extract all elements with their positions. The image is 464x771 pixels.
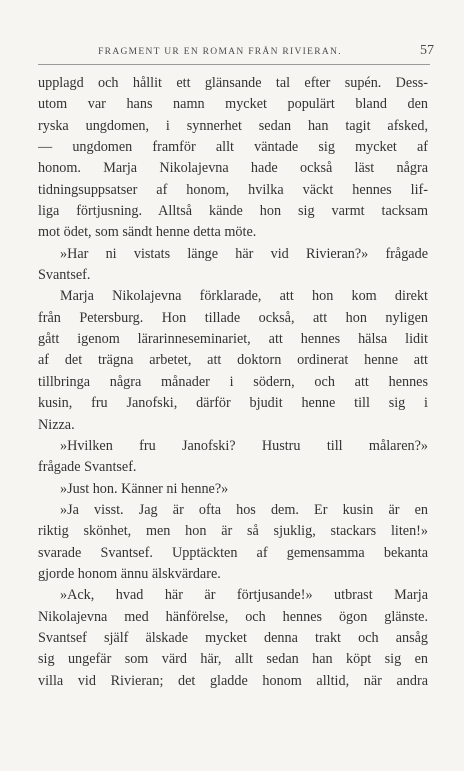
text-line: gått igenom lärarinneseminariet, att hennes hälsa lidit [38,331,428,348]
text-line: honom. Marja Nikolajevna hade också läst några [38,160,428,177]
text-line: Marja Nikolajevna förklarade, att hon kom direkt [60,288,428,305]
text-line: tillbringa några månader i södern, och att hennes [38,373,428,390]
text-line: riktig skönhet, men hon är så sjuklig, stackars liten!» [38,523,428,540]
text-line: »Hvilken fru Janofski? Hustru till målaren?» [60,437,428,454]
text-line: utom var hans namn mycket populärt bland den [38,96,428,113]
text-line: kusin, fru Janofski, därför bjudit henne till sig i [38,395,428,412]
text-line: »Har ni vistats länge här vid Rivieran?» frågade [60,245,428,262]
header-rule [38,64,430,65]
text-line: mot ödet, som sändt henne detta möte. [38,224,257,241]
text-line: ryska ungdomen, i synnerhet sedan han tagit afsked, [38,117,428,134]
text-line: liga förtjusning. Alltså kände hon sig varmt tacksam [38,203,428,220]
text-line: Nizza. [38,416,75,433]
running-head: FRAGMENT UR EN ROMAN FRÅN RIVIERAN. [98,47,342,57]
text-line: »Ja visst. Jag är ofta hos dem. Er kusin är en [60,501,428,518]
text-line: — ungdomen framför allt väntade sig mycket af [38,139,428,156]
text-line: tidningsuppsatser af honom, hvilka väckt hennes lif- [38,181,428,198]
text-line: Svantsef själf älskade mycket denna trakt och ansåg [38,629,428,646]
text-line: Nikolajevna med hänförelse, och hennes ögon glänste. [38,608,428,625]
text-line: upplagd och hållit ett glänsande tal efter supén. Dess- [38,75,428,91]
text-line: svarade Svantsef. Upptäckten af gemensamma bekanta [38,544,428,561]
text-line: »Just hon. Känner ni henne?» [60,480,229,497]
page-number: 57 [420,43,434,58]
text-line: »Ack, hvad här är förtjusande!» utbrast Marja [60,587,428,604]
text-line: villa vid Rivieran; det gladde honom alltid, när andra [38,672,428,689]
text-line: sig ungefär som värd här, allt sedan han köpt sig en [38,651,428,668]
body-text [38,73,428,692]
text-line: från Petersburg. Hon tillade också, att hon nyligen [38,309,428,326]
text-line: frågade Svantsef. [38,459,137,476]
text-line: gjorde honom ännu älskvärdare. [38,565,221,582]
text-line: Svantsef. [38,267,91,284]
text-line: af det trägna arbetet, att doktorn ordinerat henne att [38,352,428,369]
